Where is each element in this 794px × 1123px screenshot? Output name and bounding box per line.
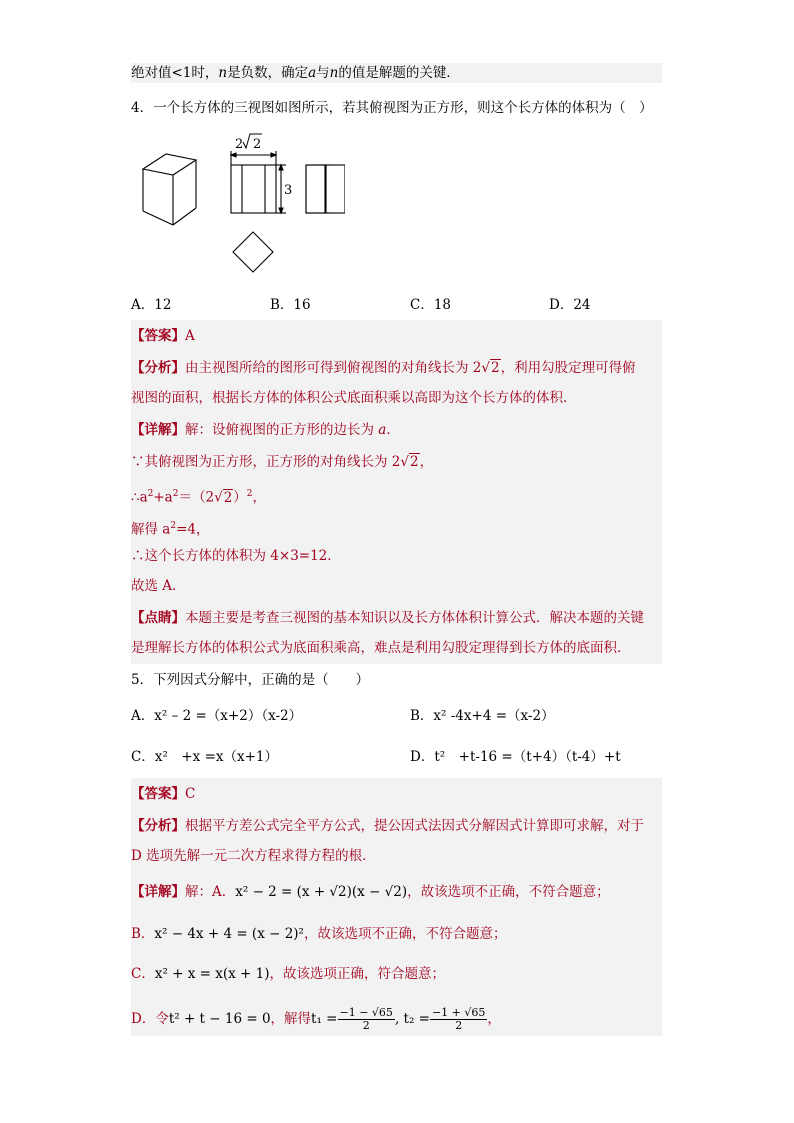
var-n: n bbox=[218, 65, 228, 81]
t1-numerator: −1 − √65 bbox=[339, 1006, 393, 1019]
q4-analysis-1: 【分析】由主视图所给的图形可得到俯视图的对角线长为 2√2，利用勾股定理可得俯 bbox=[131, 360, 636, 376]
front-view bbox=[231, 151, 286, 213]
analysis-tag: 【分析】 bbox=[131, 360, 185, 376]
detail-text: ，解得 bbox=[270, 1011, 312, 1027]
top-note bbox=[131, 63, 662, 83]
answer-value: A bbox=[185, 328, 195, 344]
q5-answer bbox=[131, 784, 662, 804]
q5-analysis-1 bbox=[131, 816, 662, 836]
comment-text: 本题主要是考查三视图的基本知识以及长方体体积计算公式．解决本题的关键 bbox=[185, 610, 644, 626]
sqrt-radicand: 2 bbox=[491, 360, 500, 376]
detail-text-end: ． bbox=[386, 422, 400, 438]
t1-fraction bbox=[338, 1007, 395, 1032]
detail-tag: 【详解】 bbox=[131, 884, 185, 900]
var-a: a bbox=[308, 65, 317, 81]
detail-text: 解：A． bbox=[185, 884, 236, 900]
exponent: 2 bbox=[170, 521, 177, 531]
detail-text: ） bbox=[233, 489, 247, 506]
comment-tag: 【点睛】 bbox=[131, 610, 185, 626]
q4-option-d: D．24 bbox=[549, 297, 591, 313]
q4-detail-2: ∵其俯视图为正方形，正方形的对角线长为 2√2， bbox=[131, 454, 434, 470]
detail-text-end: ，故该选项正确，符合题意； bbox=[269, 966, 446, 982]
q4-option-b: B．16 bbox=[270, 297, 311, 313]
analysis-text-2: ，利用勾股定理可得俯 bbox=[500, 360, 636, 376]
exponent: 2 bbox=[147, 489, 154, 499]
note-text-1: 绝对值<1时， bbox=[131, 65, 219, 81]
detail-text-end: ， bbox=[419, 454, 434, 470]
q5-analysis-2: D 选项先解一元二次方程求得方程的根． bbox=[131, 848, 376, 864]
detail-text: C． bbox=[131, 966, 155, 982]
q5-stem: 5．下列因式分解中，正确的是（ ） bbox=[131, 672, 370, 688]
detail-text-end: ， bbox=[487, 1011, 501, 1027]
detail-text: ∵其俯视图为正方形，正方形的对角线长为 2 bbox=[131, 454, 401, 470]
analysis-tag: 【分析】 bbox=[131, 818, 185, 834]
analysis-text: 由主视图所给的图形可得到俯视图的对角线长为 2 bbox=[185, 360, 482, 376]
q4-analysis-2: 视图的面积，根据长方体的体积公式底面积乘以高即为这个长方体的体积． bbox=[131, 390, 577, 406]
exponent: 2 bbox=[246, 489, 253, 499]
detail-text: D．令 bbox=[131, 1011, 169, 1027]
q5-option-b: B．x² -4x+4 =（x-2） bbox=[410, 708, 555, 724]
detail-text: =4， bbox=[176, 521, 210, 538]
q4-option-a: A．12 bbox=[131, 297, 172, 313]
note-text-4: 的值是解题的关键． bbox=[338, 65, 460, 81]
detail-text: B． bbox=[131, 926, 155, 942]
q4-comment-2: 是理解长方体的体积公式为底面积乘高，难点是利用勾股定理得到长方体的底面积． bbox=[131, 640, 631, 656]
detail-text-end: ， bbox=[252, 489, 267, 506]
q4-comment-1 bbox=[131, 608, 662, 628]
var-n-2: n bbox=[329, 65, 339, 81]
var-a: a bbox=[378, 422, 387, 438]
t1-label: t₁ = bbox=[311, 1011, 338, 1027]
width-label-rad: 2 bbox=[253, 137, 262, 152]
q5-detail-b bbox=[131, 924, 662, 944]
t2-numerator: −1 + √65 bbox=[431, 1006, 486, 1019]
t2-fraction bbox=[430, 1007, 487, 1032]
note-text-3: 与 bbox=[316, 65, 330, 81]
answer-tag: 【答案】 bbox=[131, 328, 185, 344]
q5-detail-d bbox=[131, 1004, 662, 1034]
q5-detail-a bbox=[131, 882, 662, 902]
q5-option-c: C．x² +x =x（x+1） bbox=[131, 749, 279, 765]
detail-text: ∴a bbox=[131, 489, 148, 506]
sqrt-radicand: 2 bbox=[410, 454, 419, 470]
q5-detail-c bbox=[131, 964, 662, 984]
q4-detail-3: $\therefore a^2+a^2=(2√2)^2$， bbox=[131, 489, 267, 506]
detail-tag: 【详解】 bbox=[131, 422, 185, 438]
t2-label: , t₂ = bbox=[394, 1011, 430, 1027]
note-text-2: 是负数，确定 bbox=[227, 65, 309, 81]
formula: x² + x = x(x + 1) bbox=[154, 966, 270, 982]
detail-text-end: ，故该选项不正确，不符合题意； bbox=[407, 884, 610, 900]
exponent: 2 bbox=[172, 489, 179, 499]
q4-stem: 4．一个长方体的三视图如图所示，若其俯视图为正方形，则这个长方体的体积为（ ） bbox=[131, 100, 653, 116]
width-label-coef: 2 bbox=[235, 137, 244, 152]
detail-text: 解得 a bbox=[131, 521, 171, 538]
q4-detail-1 bbox=[131, 420, 662, 440]
cuboid-drawing bbox=[143, 154, 196, 225]
formula: x² − 2 = (x + √2)(x − √2) bbox=[235, 884, 408, 900]
formula: t² + t − 16 = 0 bbox=[168, 1011, 271, 1027]
q5-option-d: D．t² +t-16 =（t+4）（t-4）+t bbox=[410, 749, 621, 765]
detail-text: ＝（2 bbox=[178, 489, 215, 506]
sqrt-radicand: 2 bbox=[223, 489, 233, 506]
q4-detail-5: ∴这个长方体的体积为 4×3=12． bbox=[131, 548, 341, 564]
side-view-extra bbox=[300, 160, 345, 220]
answer-tag: 【答案】 bbox=[131, 786, 185, 802]
top-view-square bbox=[233, 232, 273, 272]
analysis-text: 根据平方差公式完全平方公式，提公因式法因式分解因式计算即可求解，对于 bbox=[185, 818, 644, 834]
height-label: 3 bbox=[284, 183, 293, 198]
detail-text-end: ，故该选项不正确，不符合题意； bbox=[303, 926, 507, 942]
q4-detail-4 bbox=[131, 516, 662, 540]
t1-denominator: 2 bbox=[362, 1019, 370, 1032]
q4-answer bbox=[131, 326, 662, 346]
q4-detail-6: 故选 A． bbox=[131, 578, 186, 594]
detail-text: 解：设俯视图的正方形的边长为 bbox=[185, 422, 379, 438]
q5-option-a: A．x² – 2 =（x+2）（x-2） bbox=[131, 708, 303, 724]
t2-denominator: 2 bbox=[455, 1019, 463, 1032]
detail-text: +a bbox=[153, 489, 173, 506]
formula: x² − 4x + 4 = (x − 2)² bbox=[154, 926, 304, 942]
answer-value: C bbox=[185, 786, 196, 802]
q4-option-c: C．18 bbox=[410, 297, 452, 313]
